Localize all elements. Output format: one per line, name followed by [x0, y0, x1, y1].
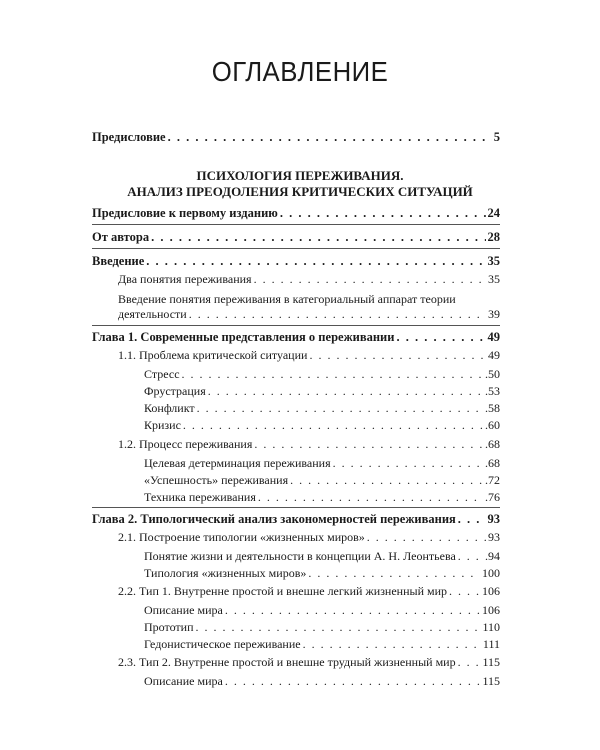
leader-dots [449, 584, 480, 599]
toc-entry-section-2-2[interactable] [118, 584, 500, 599]
toc-page-number: 110 [482, 620, 500, 634]
leader-dots [168, 130, 492, 145]
section-heading [80, 168, 520, 200]
divider [92, 507, 500, 508]
leader-dots [309, 348, 486, 363]
toc-page-number: 111 [482, 637, 500, 651]
toc-page-number: 28 [487, 230, 500, 244]
toc-page-number: 106 [482, 584, 500, 598]
divider [92, 325, 500, 326]
toc-page-number: 35 [487, 254, 500, 268]
toc-entry-section-2-1[interactable] [118, 530, 500, 545]
toc-entry-technique[interactable] [144, 490, 500, 505]
leader-dots [189, 307, 486, 322]
toc-page-number: 24 [487, 206, 500, 220]
toc-label: Два понятия переживания [118, 272, 252, 286]
toc-page-number: 35 [488, 272, 500, 286]
divider [92, 248, 500, 249]
toc-page-number: .68 [485, 456, 500, 470]
toc-entry-typology[interactable] [144, 566, 500, 581]
toc-label: Глава 2. Типологический анализ закономерностей переживания [92, 512, 456, 526]
toc-entry-intro[interactable] [92, 254, 500, 269]
toc-label: «Успешность» переживания [144, 473, 289, 487]
leader-dots [367, 530, 486, 545]
toc-entry-category-apparatus[interactable] [118, 307, 500, 322]
toc-label: Описание мира [144, 603, 223, 617]
toc-entry-from-author[interactable] [92, 230, 500, 245]
toc-entry-crisis[interactable] [144, 418, 500, 433]
toc-page-number: 100 [482, 566, 500, 580]
toc-page-number: 93 [488, 530, 500, 544]
toc-entry-world-description-1[interactable] [144, 603, 500, 618]
toc-entry-life-concept[interactable] [144, 549, 500, 564]
leader-dots [458, 512, 486, 527]
toc-entry-section-2-3[interactable] [118, 655, 500, 670]
leader-dots [254, 272, 486, 287]
leader-dots [458, 655, 481, 670]
leader-dots [146, 254, 485, 269]
toc-page-number: .72 [485, 473, 500, 487]
toc-label: Гедонистическое переживание [144, 637, 301, 651]
leader-dots [308, 566, 480, 581]
toc-page-number: .94 [485, 549, 500, 563]
toc-label: Предисловие к первому изданию [92, 206, 278, 220]
toc-page-number: .58 [485, 401, 500, 415]
toc-page-number: 115 [482, 674, 500, 688]
toc-page-number: .60 [485, 418, 500, 432]
toc-entry-stress[interactable] [144, 367, 500, 382]
toc-label: Целевая детерминация переживания [144, 456, 331, 470]
toc-label: Типология «жизненных миров» [144, 566, 307, 580]
leader-dots [254, 437, 483, 452]
leader-dots [151, 230, 485, 245]
leader-dots [258, 490, 483, 505]
toc-label: 2.2. Тип 1. Внутренне простой и внешне легкий жизненный мир [118, 584, 448, 598]
toc-entry-goal-determination[interactable] [144, 456, 500, 471]
toc-entry-world-description-2[interactable] [144, 674, 500, 689]
page-title: ОГЛАВЛЕНИЕ [211, 56, 389, 87]
toc-label: Описание мира [144, 674, 223, 688]
toc-entry-conflict[interactable] [144, 401, 500, 416]
leader-dots [196, 620, 481, 635]
toc-page-number: .76 [485, 490, 500, 504]
toc-label: От автора [92, 230, 150, 244]
toc-entry-preface[interactable] [92, 130, 500, 145]
leader-dots [303, 637, 481, 652]
toc-page-number: .53 [485, 384, 500, 398]
toc-page-number: 49 [488, 348, 500, 362]
section-heading-line: АНАЛИЗ ПРЕОДОЛЕНИЯ КРИТИЧЕСКИХ СИТУАЦИЙ [127, 184, 473, 199]
leader-dots [197, 401, 483, 416]
toc-entry-success[interactable] [144, 473, 500, 488]
toc-label: Техника переживания [144, 490, 256, 504]
leader-dots [225, 603, 480, 618]
leader-dots [333, 456, 483, 471]
leader-dots [225, 674, 481, 689]
leader-dots [280, 206, 486, 221]
toc-page-number: 39 [488, 307, 500, 321]
toc-label: 1.1. Проблема критической ситуации [118, 348, 308, 362]
toc-entry-chapter-2[interactable] [92, 512, 500, 527]
toc-entry-hedonic[interactable] [144, 637, 500, 652]
toc-label: 1.2. Процесс переживания [118, 437, 253, 451]
toc-page-number: 106 [482, 603, 500, 617]
toc-page-number: .50 [485, 367, 500, 381]
toc-label: деятельности [118, 307, 187, 321]
toc-entry-preface-first-edition[interactable] [92, 206, 500, 221]
toc-entry-chapter-1[interactable] [92, 330, 500, 345]
toc-entry-two-concepts[interactable] [118, 272, 500, 287]
toc-entry-section-1-2[interactable] [118, 437, 500, 452]
toc-label: 2.1. Построение типологии «жизненных миров» [118, 530, 365, 544]
leader-dots [290, 473, 483, 488]
section-heading-line: ПСИХОЛОГИЯ ПЕРЕЖИВАНИЯ. [196, 168, 404, 183]
toc-label: Конфликт [144, 401, 195, 415]
toc-entry-prototype[interactable] [144, 620, 500, 635]
toc-page-number: 93 [487, 512, 500, 526]
toc-label: 2.3. Тип 2. Внутренне простой и внешне трудный жизненный мир [118, 655, 456, 669]
divider [92, 224, 500, 225]
toc-page-number: .68 [485, 437, 500, 451]
toc-entry-wrapped-line: Введение понятия переживания в категориальный аппарат теории [118, 292, 456, 306]
toc-page-number: 49 [487, 330, 500, 344]
leader-dots [182, 367, 483, 382]
leader-dots [458, 549, 483, 564]
toc-label: Понятие жизни и деятельности в концепции А. Н. Леонтьева [144, 549, 456, 563]
toc-label: Введение [92, 254, 145, 268]
toc-label: Прототип [144, 620, 194, 634]
toc-label: Предисловие [92, 130, 166, 144]
leader-dots [396, 330, 485, 345]
toc-entry-frustration[interactable] [144, 384, 500, 399]
leader-dots [208, 384, 483, 399]
leader-dots [183, 418, 483, 433]
toc-label: Кризис [144, 418, 181, 432]
toc-page-number: 115 [482, 655, 500, 669]
toc-label: Фрустрация [144, 384, 206, 398]
toc-entry-section-1-1[interactable] [118, 348, 500, 363]
toc-page-number: 5 [493, 130, 500, 144]
toc-label: Стресс [144, 367, 180, 381]
toc-label: Глава 1. Современные представления о переживании [92, 330, 395, 344]
